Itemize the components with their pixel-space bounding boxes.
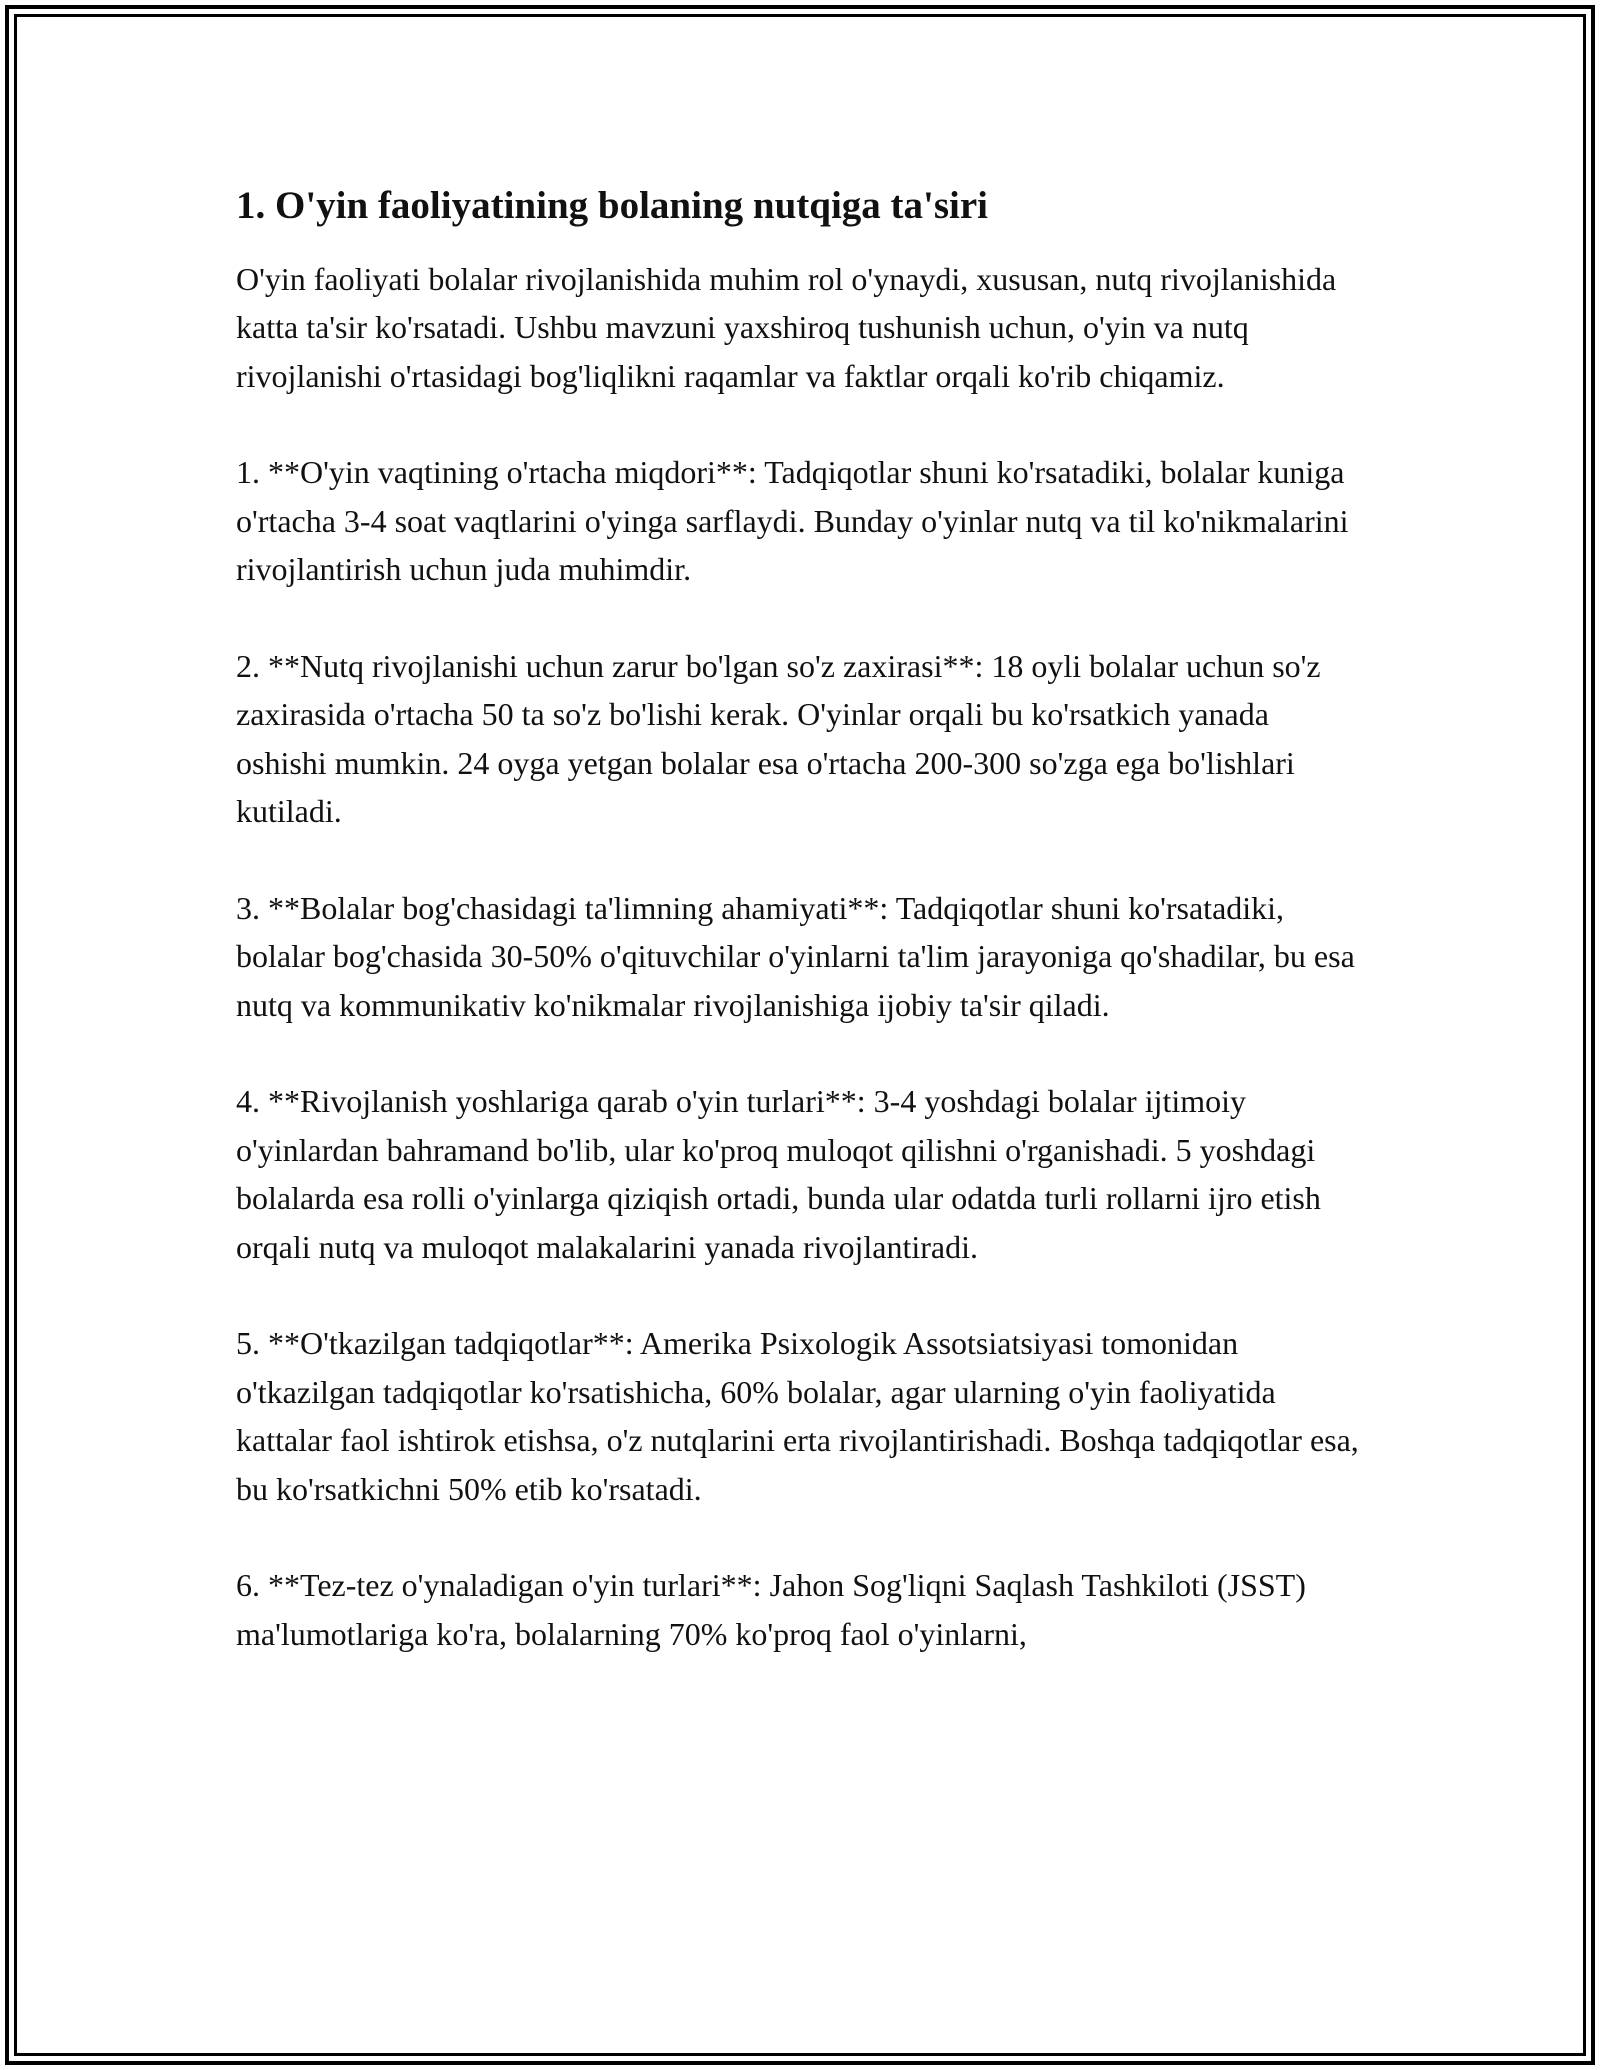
list-item-2: 2. **Nutq rivojlanishi uchun zarur bo'lgan so'z zaxirasi**: 18 oyli bolalar uchun so'z zaxirasida o'rtacha 50 ta so'z bo'lishi kerak. O'yinlar orqali bu ko'rsatkich yanada oshishi mumkin. 24 oyga yetgan bolalar esa o'rtacha 200-300 so'zga ega bo'lishlari kutiladi. [236, 647, 1321, 830]
list-item-3: 3. **Bolalar bog'chasidagi ta'limning ahamiyati**: Tadqiqotlar shuni ko'rsatadiki, bolalar bog'chasida 30-50% o'qituvchilar o'yinlarni ta'lim jarayoniga qo'shadilar, bu esa nutq va kommunikativ ko'nikmalar rivojlanishiga ijobiy ta'sir qiladi. [236, 889, 1355, 1023]
intro-paragraph: O'yin faoliyati bolalar rivojlanishida muhim rol o'ynaydi, xususan, nutq rivojlanishida katta ta'sir ko'rsatadi. Ushbu mavzuni yaxshiroq tushunish uchun, o'yin va nutq rivojlanishi o'rtasidagi bog'liqlikni raqamlar va faktlar orqali ko'rib chiqamiz. [236, 260, 1337, 394]
list-item-1: 1. **O'yin vaqtining o'rtacha miqdori**: Tadqiqotlar shuni ko'rsatadiki, bolalar kuniga o'rtacha 3-4 soat vaqtlarini o'yinga sarflaydi. Bunday o'yinlar nutq va til ko'nikmalarini rivojlantirish uchun juda muhimdir. [236, 454, 1349, 588]
list-item-5: 5. **O'tkazilgan tadqiqotlar**: Amerika Psixologik Assotsiatsiyasi tomonidan o'tkazilgan tadqiqotlar ko'rsatishicha, 60% bolalar, agar ularning o'yin faoliyatida kattalar faol ishtirok etishsa, o'z nutqlarini erta rivojlantirishadi. Boshqa tadqiqotlar esa, bu ko'rsatkichni 50% etib ko'rsatadi. [236, 1325, 1359, 1507]
document-body [236, 182, 1366, 1658]
section-heading: 1. O'yin faoliyatining bolaning nutqiga ta'siri [236, 184, 989, 227]
list-item-4: 4. **Rivojlanish yoshlariga qarab o'yin turlari**: 3-4 yoshdagi bolalar ijtimoiy o'yinlardan bahramand bo'lib, ular ko'proq muloqot qilishni o'rganishadi. 5 yoshdagi bolalarda esa rolli o'yinlarga qiziqish ortadi, bunda ular odatda turli rollarni ijro etish orqali nutq va muloqot malakalarini yanada rivojlantiradi. [236, 1083, 1321, 1265]
list-item-6: 6. **Tez-tez o'ynaladigan o'yin turlari**: Jahon Sog'liqni Saqlash Tashkiloti (JSST) ma'lumotlariga ko'ra, bolalarning 70% ko'proq faol o'yinlarni, [236, 1567, 1306, 1652]
